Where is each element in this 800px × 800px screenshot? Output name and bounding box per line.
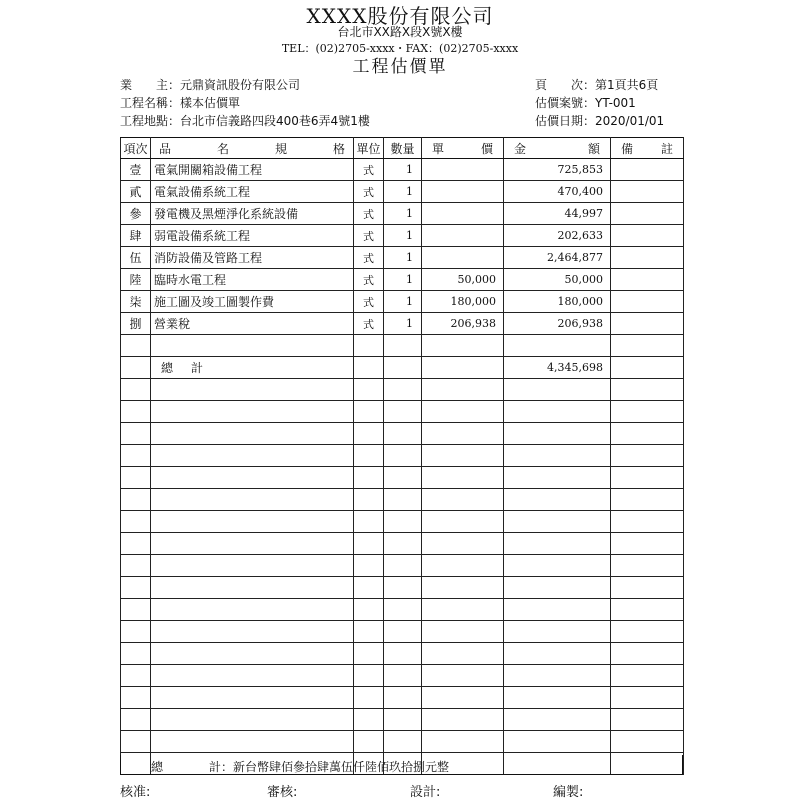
row-index: 肆 <box>121 225 151 247</box>
quote-date-value: 2020/01/01 <box>595 114 665 128</box>
header-item-spec <box>151 138 354 159</box>
row-amount: 470,400 <box>504 181 611 203</box>
row-remarks <box>611 291 684 313</box>
header-price-char: 價 <box>480 141 493 156</box>
row-unit: 式 <box>354 203 384 225</box>
quote-number-line <box>535 94 636 111</box>
row-remarks <box>611 159 684 181</box>
project-line <box>120 94 240 111</box>
subtotal-row <box>121 357 684 379</box>
header-amount-char: 額 <box>587 141 600 156</box>
row-index: 伍 <box>121 247 151 269</box>
row-remarks <box>611 181 684 203</box>
owner-label: 業 主： <box>120 78 181 92</box>
table-row <box>121 269 684 291</box>
site-value: 台北市信義路四段400巷6弄4號1樓 <box>180 114 370 128</box>
header-remarks-char: 註 <box>660 141 673 156</box>
row-remarks <box>611 313 684 335</box>
approve-signature: 核准: <box>120 785 151 800</box>
table-row-blank <box>121 621 684 643</box>
table-header-row <box>121 138 684 159</box>
row-unit: 式 <box>354 269 384 291</box>
project-value: 樣本估價單 <box>180 96 241 110</box>
header-unit: 單位 <box>354 138 384 159</box>
estimate-table <box>120 137 684 775</box>
row-quantity: 1 <box>384 225 422 247</box>
table-row-blank <box>121 335 684 357</box>
row-unit-price <box>422 181 504 203</box>
table-row-blank <box>121 731 684 753</box>
row-amount: 206,938 <box>504 313 611 335</box>
row-quantity: 1 <box>384 291 422 313</box>
quote-number-value: YT-001 <box>595 96 636 110</box>
header-amount <box>504 138 611 159</box>
header-remarks-char: 備 <box>621 141 634 156</box>
table-row <box>121 203 684 225</box>
row-unit: 式 <box>354 225 384 247</box>
owner-value: 元鼎資訊股份有限公司 <box>180 78 301 92</box>
grand-total-text: 計：新台幣肆佰參拾肆萬伍仟陸佰玖拾捌元整 <box>209 760 450 774</box>
header-index: 項次 <box>121 138 151 159</box>
table-row-blank <box>121 379 684 401</box>
row-quantity: 1 <box>384 247 422 269</box>
row-unit: 式 <box>354 181 384 203</box>
row-quantity: 1 <box>384 203 422 225</box>
row-unit-price <box>422 159 504 181</box>
row-index: 參 <box>121 203 151 225</box>
quote-date-line <box>535 112 664 129</box>
table-row-blank <box>121 467 684 489</box>
row-unit-price: 180,000 <box>422 291 504 313</box>
row-unit: 式 <box>354 159 384 181</box>
document-title: 工程估價單 <box>352 57 448 77</box>
page-line <box>535 76 658 93</box>
table-row-blank <box>121 489 684 511</box>
row-remarks <box>611 247 684 269</box>
row-unit: 式 <box>354 247 384 269</box>
subtotal-label <box>151 357 354 379</box>
table-row <box>121 247 684 269</box>
subtotal-amount: 4,345,698 <box>504 357 611 379</box>
row-amount: 2,464,877 <box>504 247 611 269</box>
table-row <box>121 291 684 313</box>
table-row-blank <box>121 423 684 445</box>
row-index: 陸 <box>121 269 151 291</box>
row-item: 臨時水電工程 <box>151 269 354 291</box>
table-row-blank <box>121 511 684 533</box>
header-item-char: 規 <box>274 141 287 156</box>
row-unit: 式 <box>354 291 384 313</box>
row-amount: 180,000 <box>504 291 611 313</box>
quote-date-label: 估價日期： <box>535 114 596 128</box>
header-item-char: 名 <box>216 141 229 156</box>
row-remarks <box>611 203 684 225</box>
row-item: 營業稅 <box>151 313 354 335</box>
row-unit: 式 <box>354 313 384 335</box>
row-amount: 725,853 <box>504 159 611 181</box>
table-row <box>121 181 684 203</box>
row-amount: 202,633 <box>504 225 611 247</box>
table-row-blank <box>121 643 684 665</box>
table-row <box>121 225 684 247</box>
header-unit-price <box>422 138 504 159</box>
table-row-blank <box>121 401 684 423</box>
row-unit-price: 206,938 <box>422 313 504 335</box>
row-unit-price <box>422 247 504 269</box>
table-row-blank <box>121 599 684 621</box>
row-amount: 50,000 <box>504 269 611 291</box>
site-label: 工程地點： <box>120 114 181 128</box>
table-row <box>121 313 684 335</box>
row-quantity: 1 <box>384 181 422 203</box>
table-row-blank <box>121 555 684 577</box>
table-body <box>121 159 684 775</box>
row-quantity: 1 <box>384 269 422 291</box>
subtotal-label-char: 計 <box>191 361 204 375</box>
row-item: 電氣開關箱設備工程 <box>151 159 354 181</box>
row-remarks <box>611 269 684 291</box>
company-contact: TEL：(02)2705-xxxx・FAX：(02)2705-xxxx <box>281 42 519 55</box>
table-row-blank <box>121 687 684 709</box>
row-item: 電氣設備系統工程 <box>151 181 354 203</box>
table-row-blank <box>121 709 684 731</box>
header-remarks <box>611 138 684 159</box>
grand-total-label: 總 <box>151 760 164 774</box>
row-unit-price <box>422 225 504 247</box>
header-quantity: 數量 <box>384 138 422 159</box>
owner-line <box>120 76 300 93</box>
row-item: 施工圖及竣工圖製作費 <box>151 291 354 313</box>
company-address: 台北市XX路X段X號X樓 <box>337 25 463 39</box>
header-amount-char: 金 <box>514 141 527 156</box>
row-amount: 44,997 <box>504 203 611 225</box>
row-quantity: 1 <box>384 159 422 181</box>
table-row-blank <box>121 665 684 687</box>
row-index: 柒 <box>121 291 151 313</box>
row-unit-price <box>422 203 504 225</box>
row-item: 消防設備及管路工程 <box>151 247 354 269</box>
project-label: 工程名稱： <box>120 96 181 110</box>
row-item: 發電機及黑煙淨化系統設備 <box>151 203 354 225</box>
quote-number-label: 估價案號： <box>535 96 596 110</box>
design-signature: 設計: <box>410 785 441 800</box>
header-item-char: 格 <box>332 141 345 156</box>
site-line <box>120 112 370 129</box>
grand-total-row <box>120 755 683 775</box>
row-unit-price: 50,000 <box>422 269 504 291</box>
table-row-blank <box>121 577 684 599</box>
page-value: 第1頁共6頁 <box>595 78 659 92</box>
company-name: XXXX股份有限公司 <box>306 4 494 28</box>
row-index: 壹 <box>121 159 151 181</box>
page-label: 頁 次： <box>535 78 596 92</box>
row-remarks <box>611 225 684 247</box>
table-row-blank <box>121 445 684 467</box>
row-index: 貳 <box>121 181 151 203</box>
table-row-blank <box>121 533 684 555</box>
prepare-signature: 編製: <box>553 785 584 800</box>
row-index: 捌 <box>121 313 151 335</box>
table-row <box>121 159 684 181</box>
subtotal-label-char: 總 <box>161 361 174 375</box>
row-quantity: 1 <box>384 313 422 335</box>
row-item: 弱電設備系統工程 <box>151 225 354 247</box>
header-item-char: 品 <box>159 141 172 156</box>
review-signature: 審核: <box>267 785 298 800</box>
header-price-char: 單 <box>432 141 445 156</box>
